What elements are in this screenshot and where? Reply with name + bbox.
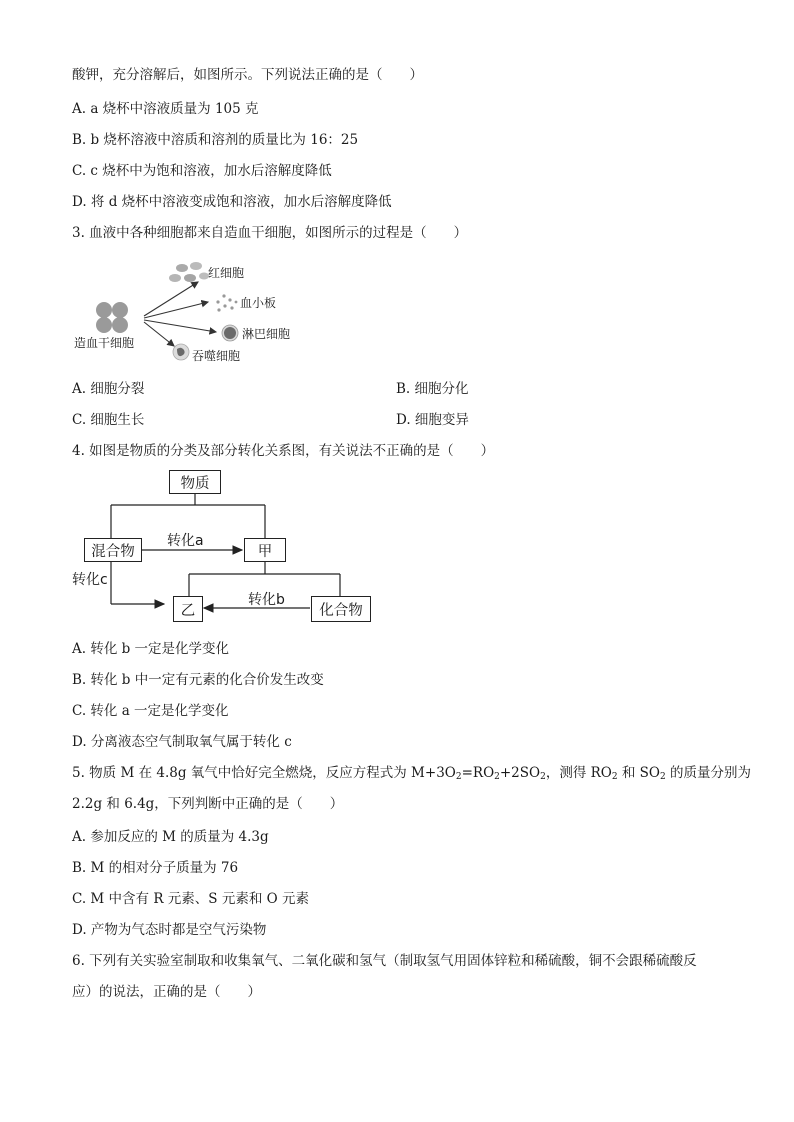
phagocyte-label: 吞噬细胞: [192, 349, 241, 363]
q5-option-b: B. M 的相对分子质量为 76: [72, 860, 239, 876]
q2-option-b: B. b 烧杯溶液中溶质和溶剂的质量比为 16：25: [72, 132, 359, 148]
q4-option-d: D. 分离液态空气制取氧气属于转化 c: [72, 734, 292, 750]
box-jia: 甲: [244, 538, 286, 562]
q5-option-d: D. 产物为气态时都是空气污染物: [72, 922, 267, 938]
q6-stem-line1: 6. 下列有关实验室制取和收集氧气、二氧化碳和氢气（制取氢气用固体锌粒和稀硫酸，铜不会跟稀硫酸反: [72, 953, 697, 969]
q4-option-c: C. 转化 a 一定是化学变化: [72, 703, 229, 719]
q2-stem-tail: 酸钾，充分溶解后，如图所示。下列说法正确的是（ ）: [72, 67, 423, 83]
q5-stem-line2: 2.2g 和 6.4g，下列判断中正确的是（ ）: [72, 796, 344, 812]
q4-figure: [70, 468, 380, 628]
q4-stem: 4. 如图是物质的分类及部分转化关系图，有关说法不正确的是（ ）: [72, 443, 495, 459]
q3-option-b: B. 细胞分化: [396, 381, 469, 397]
box-matter: 物质: [169, 470, 221, 494]
q2-option-a: A. a 烧杯中溶液质量为 105 克: [72, 101, 259, 117]
platelet-label: 血小板: [240, 296, 277, 310]
q3-option-c: C. 细胞生长: [72, 412, 145, 428]
box-yi: 乙: [173, 596, 203, 622]
lymphocyte-label: 淋巴细胞: [242, 327, 291, 341]
q2-option-c: C. c 烧杯中为饱和溶液，加水后溶解度降低: [72, 163, 332, 179]
q5-option-c: C. M 中含有 R 元素、S 元素和 O 元素: [72, 891, 309, 907]
box-compound: 化合物: [311, 596, 371, 622]
arrow-to-phagocyte: [144, 322, 174, 346]
q5-option-a: A. 参加反应的 M 的质量为 4.3g: [72, 829, 269, 845]
q3-stem: 3. 血液中各种细胞都来自造血干细胞，如图所示的过程是（ ）: [72, 225, 468, 241]
phagocyte-icon: [173, 344, 189, 360]
q3-figure: [74, 258, 318, 368]
q3-option-a: A. 细胞分裂: [72, 381, 145, 397]
stem-cell-label: 造血干细胞: [74, 336, 135, 350]
stem-cell-cluster-icon: [96, 302, 128, 333]
q4-option-b: B. 转化 b 中一定有元素的化合价发生改变: [72, 672, 324, 688]
box-mixture: 混合物: [84, 538, 142, 562]
platelets-icon: [216, 294, 237, 311]
label-transform-c: 转化c: [72, 572, 108, 588]
q2-option-d: D. 将 d 烧杯中溶液变成饱和溶液，加水后溶解度降低: [72, 194, 392, 210]
label-transform-a: 转化a: [167, 533, 204, 549]
q5-stem-line1: 5. 物质 M 在 4.8g 氧气中恰好完全燃烧，反应方程式为 $M+3O_2=RO_2+2SO_2$，测得 $RO_2$ 和 $SO_2$ 的质量分别为: [72, 765, 752, 782]
red-cell-label: 红细胞: [208, 266, 245, 280]
label-transform-b: 转化b: [248, 592, 285, 608]
q4-option-a: A. 转化 b 一定是化学变化: [72, 641, 230, 657]
q6-stem-line2: 应）的说法，正确的是（ ）: [72, 984, 261, 1000]
q3-option-d: D. 细胞变异: [396, 412, 469, 428]
red-blood-cells-icon: [169, 262, 209, 282]
lymphocyte-icon: [222, 325, 238, 341]
